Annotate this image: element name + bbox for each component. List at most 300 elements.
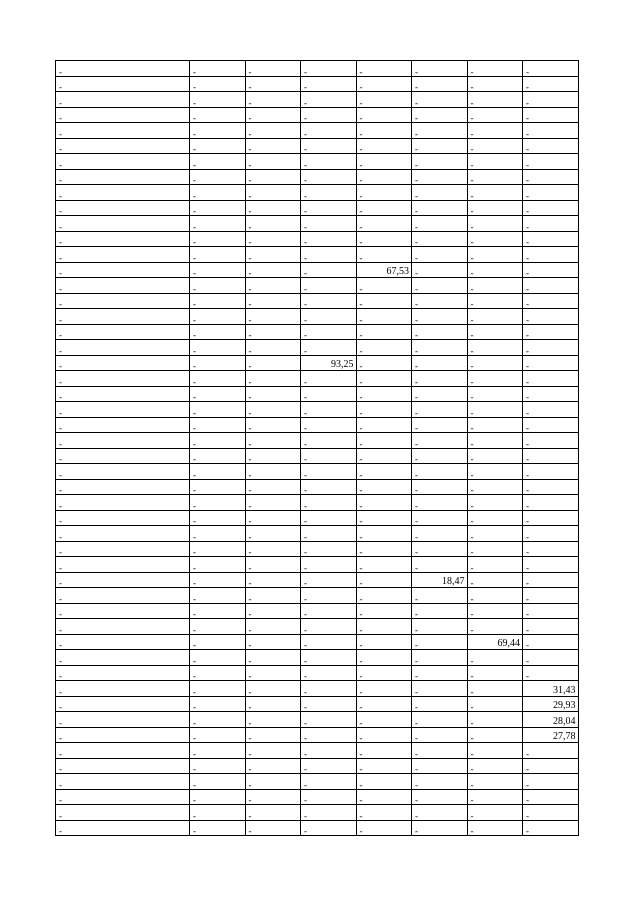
table-row (56, 169, 579, 185)
table-cell: - (301, 541, 357, 557)
table-cell: - (190, 107, 246, 123)
table-cell: - (356, 355, 412, 371)
table-cell: - (523, 743, 579, 759)
table-cell: - (301, 665, 357, 681)
table-cell: - (190, 402, 246, 418)
table-cell: - (356, 588, 412, 604)
table-cell: - (523, 805, 579, 821)
table-cell: - (356, 557, 412, 573)
table-cell: - (190, 324, 246, 340)
table-cell: - (245, 557, 301, 573)
table-cell: - (467, 154, 523, 170)
table-cell: - (245, 696, 301, 712)
table-cell: - (467, 510, 523, 526)
table-cell: - (467, 743, 523, 759)
table-cell: - (245, 650, 301, 666)
table-cell: - (356, 216, 412, 232)
table-cell: - (356, 386, 412, 402)
table-row (56, 417, 579, 433)
table-cell: - (356, 169, 412, 185)
table-cell: - (56, 820, 190, 836)
table-cell: - (301, 789, 357, 805)
table-cell: - (245, 355, 301, 371)
table-cell: - (412, 309, 468, 325)
table-cell: - (467, 448, 523, 464)
table-cell: - (301, 712, 357, 728)
table-cell: - (523, 216, 579, 232)
table-cell: - (245, 61, 301, 77)
table-cell: - (301, 185, 357, 201)
table-cell: - (412, 619, 468, 635)
table-row (56, 262, 579, 278)
table-cell: - (301, 371, 357, 387)
table-cell: - (523, 665, 579, 681)
table-cell: - (56, 619, 190, 635)
table-cell: - (56, 789, 190, 805)
table-cell: - (190, 371, 246, 387)
table-cell: - (190, 588, 246, 604)
table-cell: - (523, 107, 579, 123)
table-cell: - (523, 293, 579, 309)
table-cell: - (56, 448, 190, 464)
table-cell: - (467, 526, 523, 542)
table-cell: - (245, 293, 301, 309)
table-cell: - (245, 619, 301, 635)
table-cell: - (467, 262, 523, 278)
table-cell: - (467, 61, 523, 77)
table-cell: - (301, 138, 357, 154)
table-cell: - (301, 123, 357, 139)
table-cell: - (245, 262, 301, 278)
table-cell: - (467, 185, 523, 201)
table-cell: - (467, 92, 523, 108)
table-cell: - (412, 510, 468, 526)
table-cell: - (56, 107, 190, 123)
table-cell: - (412, 743, 468, 759)
table-cell: - (190, 805, 246, 821)
table-cell: 31,43 (523, 681, 579, 697)
table-row (56, 479, 579, 495)
table-cell: - (356, 510, 412, 526)
table-cell: - (301, 417, 357, 433)
table-cell: - (56, 386, 190, 402)
table-cell: - (412, 386, 468, 402)
table-row (56, 386, 579, 402)
table-cell: - (467, 603, 523, 619)
table-cell: - (56, 433, 190, 449)
table-cell: - (412, 61, 468, 77)
table-cell: - (245, 479, 301, 495)
table-cell: - (301, 448, 357, 464)
table-cell: - (412, 789, 468, 805)
table-cell: - (412, 774, 468, 790)
table-cell: - (523, 448, 579, 464)
table-cell: - (245, 138, 301, 154)
table-cell: - (245, 495, 301, 511)
table-cell: - (412, 712, 468, 728)
table-cell: - (356, 712, 412, 728)
table-cell: - (301, 402, 357, 418)
table-cell: - (245, 185, 301, 201)
table-cell: - (467, 340, 523, 356)
table-cell: - (523, 371, 579, 387)
table-cell: - (412, 371, 468, 387)
table-cell: - (356, 76, 412, 92)
table-cell: - (523, 262, 579, 278)
table-cell: - (245, 200, 301, 216)
table-cell: - (523, 138, 579, 154)
table-cell: - (356, 774, 412, 790)
table-row (56, 588, 579, 604)
data-table (55, 60, 579, 836)
table-row (56, 76, 579, 92)
table-cell: - (56, 61, 190, 77)
table-cell: - (523, 355, 579, 371)
table-cell: - (190, 247, 246, 263)
table-row (56, 758, 579, 774)
table-cell: - (56, 216, 190, 232)
table-cell: - (245, 433, 301, 449)
table-cell: - (245, 665, 301, 681)
table-cell: - (301, 696, 357, 712)
table-cell: - (412, 681, 468, 697)
table-cell: - (190, 774, 246, 790)
table-row (56, 495, 579, 511)
table-cell: - (245, 154, 301, 170)
table-cell: - (190, 464, 246, 480)
table-cell: - (412, 557, 468, 573)
table-cell: - (190, 200, 246, 216)
table-cell: - (412, 665, 468, 681)
table-cell: - (523, 324, 579, 340)
table-cell: - (190, 681, 246, 697)
table-cell: 28,04 (523, 712, 579, 728)
table-cell: - (523, 758, 579, 774)
table-cell: - (523, 774, 579, 790)
table-cell: - (467, 216, 523, 232)
table-cell: - (356, 820, 412, 836)
table-cell: - (523, 572, 579, 588)
table-cell: - (523, 603, 579, 619)
table-cell: - (245, 92, 301, 108)
table-cell: - (356, 696, 412, 712)
table-cell: - (56, 758, 190, 774)
table-cell: - (356, 526, 412, 542)
table-row (56, 61, 579, 77)
table-cell: - (467, 541, 523, 557)
table-row (56, 247, 579, 263)
table-cell: - (523, 510, 579, 526)
table-cell: - (245, 743, 301, 759)
table-cell: - (412, 588, 468, 604)
table-cell: - (412, 200, 468, 216)
table-cell: - (245, 805, 301, 821)
table-cell: - (356, 743, 412, 759)
table-cell: - (412, 402, 468, 418)
table-cell: - (56, 247, 190, 263)
table-cell: - (467, 727, 523, 743)
table-cell: - (190, 541, 246, 557)
table-cell: - (467, 231, 523, 247)
table-cell: - (190, 355, 246, 371)
table-cell: - (301, 588, 357, 604)
table-cell: - (412, 92, 468, 108)
table-row (56, 278, 579, 294)
table-cell: - (56, 76, 190, 92)
table-cell: - (190, 340, 246, 356)
table-cell: 27,78 (523, 727, 579, 743)
table-cell: - (301, 464, 357, 480)
table-row (56, 743, 579, 759)
table-cell: - (301, 479, 357, 495)
table-cell: - (523, 231, 579, 247)
table-cell: - (301, 526, 357, 542)
table-cell: - (301, 340, 357, 356)
table-cell: - (301, 92, 357, 108)
table-cell: - (412, 634, 468, 650)
table-cell: - (190, 154, 246, 170)
table-cell: - (56, 650, 190, 666)
table-cell: - (356, 603, 412, 619)
table-cell: - (56, 138, 190, 154)
table-row (56, 696, 579, 712)
table-cell: - (301, 231, 357, 247)
table-cell: - (56, 541, 190, 557)
table-cell: - (301, 758, 357, 774)
table-cell: - (301, 309, 357, 325)
table-cell: - (245, 324, 301, 340)
table-cell: - (356, 650, 412, 666)
table-cell: - (301, 76, 357, 92)
table-row (56, 510, 579, 526)
table-cell: - (190, 634, 246, 650)
table-cell: - (412, 417, 468, 433)
table-cell: - (412, 355, 468, 371)
table-cell: - (56, 464, 190, 480)
table-cell: - (245, 774, 301, 790)
table-cell: - (356, 185, 412, 201)
table-cell: 18,47 (412, 572, 468, 588)
table-cell: - (301, 262, 357, 278)
table-cell: - (245, 107, 301, 123)
table-cell: - (356, 758, 412, 774)
table-cell: - (523, 433, 579, 449)
table-cell: - (412, 185, 468, 201)
table-row (56, 185, 579, 201)
table-cell: - (523, 247, 579, 263)
table-cell: - (412, 464, 468, 480)
table-cell: - (245, 464, 301, 480)
table-cell: - (467, 572, 523, 588)
table-cell: - (467, 619, 523, 635)
table-cell: - (56, 231, 190, 247)
table-cell: - (523, 309, 579, 325)
table-cell: - (356, 293, 412, 309)
table-cell: - (356, 417, 412, 433)
table-cell: - (245, 169, 301, 185)
table-cell: - (467, 464, 523, 480)
table-cell: - (356, 123, 412, 139)
table-cell: - (245, 541, 301, 557)
table-row (56, 681, 579, 697)
table-cell: - (56, 774, 190, 790)
table-cell: - (190, 433, 246, 449)
table-cell: - (190, 603, 246, 619)
table-cell: - (301, 681, 357, 697)
table-cell: - (523, 557, 579, 573)
table-cell: - (190, 185, 246, 201)
table-cell: - (412, 541, 468, 557)
table-cell: - (467, 820, 523, 836)
table-cell: - (467, 278, 523, 294)
table-cell: - (356, 61, 412, 77)
table-row (56, 355, 579, 371)
table-cell: - (356, 324, 412, 340)
table-cell: - (301, 650, 357, 666)
table-cell: - (245, 216, 301, 232)
table-cell: - (467, 386, 523, 402)
table-cell: - (56, 340, 190, 356)
table-cell: - (412, 107, 468, 123)
table-cell: - (356, 805, 412, 821)
table-cell: - (412, 758, 468, 774)
table-cell: - (190, 76, 246, 92)
table-cell: - (523, 76, 579, 92)
table-row (56, 712, 579, 728)
table-row (56, 448, 579, 464)
table-cell: - (245, 789, 301, 805)
table-cell: - (56, 154, 190, 170)
table-cell: - (523, 495, 579, 511)
table-row (56, 557, 579, 573)
table-cell: - (356, 541, 412, 557)
table-cell: - (190, 727, 246, 743)
table-cell: - (467, 76, 523, 92)
table-cell: - (190, 479, 246, 495)
table-cell: - (56, 727, 190, 743)
table-cell: - (245, 417, 301, 433)
table-cell: - (56, 309, 190, 325)
table-cell: - (190, 758, 246, 774)
table-cell: - (190, 448, 246, 464)
table-cell: - (301, 619, 357, 635)
table-row (56, 603, 579, 619)
table-row (56, 123, 579, 139)
table-cell: - (356, 309, 412, 325)
table-cell: - (245, 526, 301, 542)
table-cell: - (523, 417, 579, 433)
table-cell: - (56, 324, 190, 340)
table-cell: - (356, 727, 412, 743)
table-cell: - (56, 805, 190, 821)
table-cell: - (56, 355, 190, 371)
table-row (56, 727, 579, 743)
table-cell: - (467, 789, 523, 805)
table-cell: - (301, 324, 357, 340)
table-cell: - (190, 262, 246, 278)
table-cell: - (523, 820, 579, 836)
table-cell: - (301, 603, 357, 619)
table-cell: - (245, 371, 301, 387)
table-row (56, 805, 579, 821)
table-cell: - (56, 417, 190, 433)
table-cell: - (190, 557, 246, 573)
table-cell: - (245, 340, 301, 356)
table-cell: - (467, 681, 523, 697)
table-cell: - (56, 557, 190, 573)
table-cell: - (301, 293, 357, 309)
table-row (56, 650, 579, 666)
table-row (56, 774, 579, 790)
table-cell: - (467, 200, 523, 216)
table-cell: - (56, 603, 190, 619)
table-cell: - (412, 324, 468, 340)
table-cell: - (356, 464, 412, 480)
table-cell: - (356, 681, 412, 697)
table-row (56, 340, 579, 356)
table-cell: - (56, 712, 190, 728)
table-cell: - (190, 309, 246, 325)
table-cell: - (412, 293, 468, 309)
table-cell: - (523, 123, 579, 139)
table-cell: - (356, 92, 412, 108)
table-cell: - (412, 727, 468, 743)
table-cell: 29,93 (523, 696, 579, 712)
table-body (56, 61, 579, 836)
table-cell: - (356, 247, 412, 263)
table-cell: - (356, 433, 412, 449)
table-cell: - (190, 138, 246, 154)
table-cell: - (412, 479, 468, 495)
table-cell: - (245, 402, 301, 418)
table-cell: - (190, 61, 246, 77)
table-cell: - (190, 650, 246, 666)
table-cell: - (56, 743, 190, 759)
table-cell: - (467, 324, 523, 340)
table-cell: - (56, 681, 190, 697)
table-cell: - (56, 185, 190, 201)
table-cell: 67,53 (356, 262, 412, 278)
table-cell: - (190, 92, 246, 108)
table-cell: - (523, 479, 579, 495)
table-row (56, 231, 579, 247)
table-row (56, 200, 579, 216)
table-cell: - (56, 92, 190, 108)
table-cell: - (245, 309, 301, 325)
table-cell: - (467, 293, 523, 309)
table-cell: - (523, 541, 579, 557)
table-cell: - (190, 278, 246, 294)
table-row (56, 789, 579, 805)
table-cell: - (412, 76, 468, 92)
table-cell: - (412, 805, 468, 821)
table-cell: - (467, 169, 523, 185)
table-cell: - (523, 526, 579, 542)
table-row (56, 619, 579, 635)
table-cell: - (190, 123, 246, 139)
table-cell: - (523, 386, 579, 402)
table-cell: - (412, 526, 468, 542)
table-cell: - (467, 665, 523, 681)
table-cell: - (523, 650, 579, 666)
table-cell: - (190, 789, 246, 805)
table-cell: - (356, 107, 412, 123)
table-cell: 93,25 (301, 355, 357, 371)
table-cell: - (412, 247, 468, 263)
table-row (56, 541, 579, 557)
table-cell: - (301, 154, 357, 170)
table-cell: - (190, 293, 246, 309)
